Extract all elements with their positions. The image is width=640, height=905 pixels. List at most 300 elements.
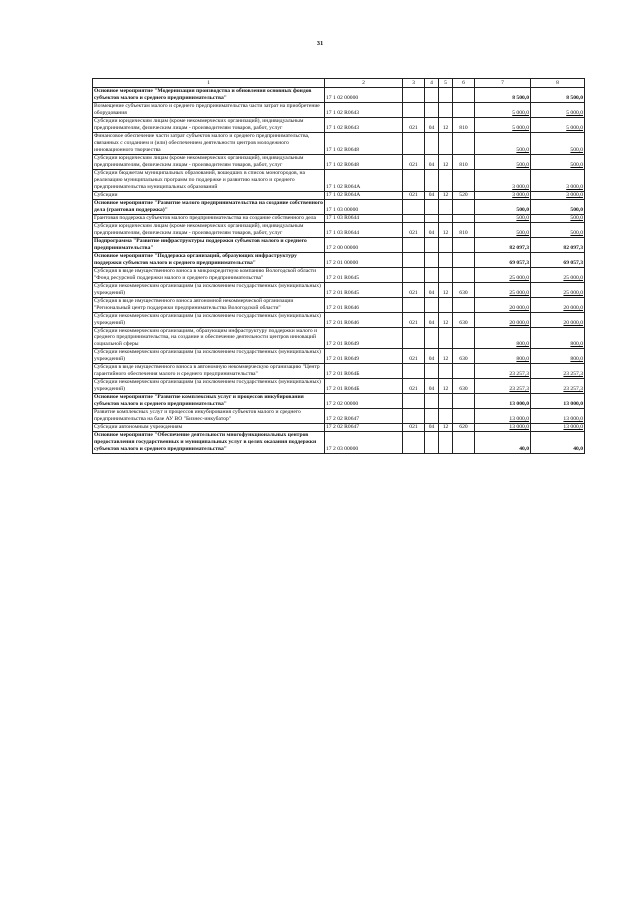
table-row: [93, 214, 585, 222]
row-amount-col7: [475, 432, 531, 454]
row-name: [93, 297, 325, 312]
row-expense-type-code: [453, 199, 475, 214]
row-name-text: Субсидии некоммерческим организациям (за исключением государственных (муниципальных) учреждений): [94, 349, 321, 363]
row-section-code: [425, 117, 439, 132]
row-subsection-code: [439, 191, 453, 199]
row-amount-col8: [531, 132, 585, 154]
row-section-code: [425, 199, 439, 214]
row-amount-col8-text: 23 257,3: [563, 371, 583, 378]
row-name-text: Субсидия в виде имущественного взноса автономной некоммерческой организации "Региональный центр поддержки предпринимательства Вологодской области": [94, 297, 294, 311]
row-name-text: Субсидия в виде имущественного взноса в автономную некоммерческую организацию "Центр гарантийного обеспечения малого и среднего предпринимательства": [94, 364, 320, 378]
row-section-code: [425, 349, 439, 364]
row-name-text: Субсидии юридическим лицам (кроме некоммерческих организаций), индивидуальным предпринимателям, физическим лицам - производителям товаров, работ, услуг: [94, 117, 304, 131]
row-section-code: [425, 169, 439, 191]
row-amount-col7-text: 13 000,0: [509, 416, 529, 423]
table-row: [93, 409, 585, 424]
row-section-code: [425, 102, 439, 117]
row-ministry-code-text: 021: [409, 161, 418, 168]
row-amount-col7: [475, 282, 531, 297]
row-amount-col7-text: 5 000,0: [512, 124, 529, 131]
row-amount-col8: [531, 169, 585, 191]
row-name: [93, 312, 325, 327]
row-amount-col7: [475, 364, 531, 379]
row-name-text: Субсидии юридическим лицам (кроме некоммерческих организаций), индивидуальным предпринимателям, физическим лицам - производителям товаров, работ, услуг: [94, 222, 304, 236]
row-subsection-code: [439, 424, 453, 432]
table-row: [93, 327, 585, 349]
row-target-code: [325, 132, 403, 154]
row-ministry-code-text: 021: [409, 229, 418, 236]
row-name-text: Развитие комплексных услуг и процессов инкубирования субъектов малого и среднего предпринимательства на базе АУ ВО "Бизнес-инкубатор": [94, 409, 301, 423]
table-row: [93, 267, 585, 282]
row-amount-col7: [475, 424, 531, 432]
page-number: 31: [316, 40, 324, 47]
row-name: [93, 102, 325, 117]
row-ministry-code: [403, 327, 425, 349]
header-col-7: 7: [475, 79, 531, 88]
row-name: [93, 252, 325, 267]
row-amount-col7-text: 500,0: [516, 229, 529, 236]
row-amount-col8-text: 40,0: [573, 446, 583, 453]
table-row: [93, 169, 585, 191]
row-ministry-code: [403, 394, 425, 409]
row-target-code: [325, 432, 403, 454]
row-section-code: [425, 364, 439, 379]
row-amount-col7: [475, 132, 531, 154]
row-amount-col8-text: 13 000,0: [563, 401, 583, 408]
row-target-code-text: 17 1 03 R0644: [326, 214, 360, 221]
row-amount-col8: [531, 154, 585, 169]
row-subsection-code: [439, 117, 453, 132]
row-subsection-code-text: 12: [442, 356, 449, 363]
row-amount-col8: [531, 394, 585, 409]
row-expense-type-code: [453, 364, 475, 379]
row-amount-col8-text: 69 057,3: [563, 259, 583, 266]
row-ministry-code: [403, 88, 425, 103]
row-name-text: Основное мероприятие "Развитие малого предпринимательства на создание собственного дела (грантовая поддержка)": [94, 199, 323, 213]
row-amount-col7: [475, 214, 531, 222]
row-expense-type-code: [453, 424, 475, 432]
row-subsection-code: [439, 379, 453, 394]
row-amount-col8: [531, 252, 585, 267]
row-name-text: Грантовая поддержка субъектов малого предпринимательства на создание собственного дела: [94, 214, 317, 221]
row-target-code-text: 17 2 02 R0647: [326, 416, 360, 423]
table-row: [93, 117, 585, 132]
row-target-code-text: 17 2 01 00000: [326, 259, 359, 266]
row-subsection-code: [439, 222, 453, 237]
row-section-code: [425, 432, 439, 454]
table-row: [93, 252, 585, 267]
row-section-code-text: 04: [428, 386, 435, 393]
row-section-code-text: 04: [428, 124, 435, 131]
row-ministry-code: [403, 252, 425, 267]
row-expense-type-code: [453, 297, 475, 312]
row-section-code: [425, 252, 439, 267]
row-expense-type-code: [453, 327, 475, 349]
row-section-code: [425, 191, 439, 199]
row-ministry-code-text: 021: [409, 319, 418, 326]
row-target-code: [325, 154, 403, 169]
row-target-code-text: 17 1 02 R064А: [326, 191, 361, 198]
row-ministry-code: [403, 349, 425, 364]
row-amount-col7: [475, 154, 531, 169]
row-target-code-text: 17 2 01 R0646: [326, 304, 360, 311]
row-expense-type-code-text: 810: [459, 229, 468, 236]
row-target-code: [325, 102, 403, 117]
row-ministry-code: [403, 432, 425, 454]
row-section-code-text: 04: [428, 161, 435, 168]
row-target-code: [325, 267, 403, 282]
row-expense-type-code: [453, 267, 475, 282]
row-ministry-code: [403, 267, 425, 282]
row-amount-col8-text: 82 097,3: [563, 244, 583, 251]
table-row: [93, 222, 585, 237]
row-amount-col8: [531, 409, 585, 424]
row-amount-col8-text: 3 000,0: [566, 191, 583, 198]
row-amount-col8-text: 25 000,0: [563, 289, 583, 296]
row-target-code-text: 17 2 00 00000: [326, 244, 359, 251]
row-name-text: Субсидии некоммерческим организациям (за исключением государственных (муниципальных) учреждений): [94, 379, 321, 393]
row-amount-col7: [475, 409, 531, 424]
row-expense-type-code-text: 620: [459, 424, 468, 431]
row-name-text: Возмещение субъектам малого и среднего предпринимательства части затрат на приобретение оборудования: [94, 102, 320, 116]
row-target-code-text: 17 2 01 R0649: [326, 341, 360, 348]
table-row: [93, 237, 585, 252]
table-row: [93, 199, 585, 214]
row-amount-col7-text: 3 000,0: [512, 191, 529, 198]
row-amount-col8: [531, 117, 585, 132]
row-subsection-code: [439, 132, 453, 154]
row-section-code-text: 04: [428, 289, 435, 296]
row-amount-col7-text: 25 000,0: [509, 274, 529, 281]
row-amount-col7-text: 23 257,3: [509, 371, 529, 378]
row-target-code-text: 17 2 01 R064Б: [326, 386, 360, 393]
row-expense-type-code: [453, 252, 475, 267]
row-target-code: [325, 297, 403, 312]
row-name-text: Основное мероприятие "Развитие комплексных услуг и процессов инкубирования субъектов малого и среднего предпринимательства": [94, 394, 304, 408]
table-row: [93, 154, 585, 169]
row-name: [93, 424, 325, 432]
row-expense-type-code-text: 520: [459, 191, 468, 198]
row-ministry-code: [403, 154, 425, 169]
row-amount-col7: [475, 222, 531, 237]
row-target-code-text: 17 1 03 R0644: [326, 229, 360, 236]
row-section-code: [425, 132, 439, 154]
row-amount-col7-text: 500,0: [516, 146, 529, 153]
row-amount-col8: [531, 199, 585, 214]
row-amount-col7-text: 500,0: [516, 214, 529, 221]
header-col-4: 4: [425, 79, 439, 88]
row-ministry-code-text: 021: [409, 356, 418, 363]
row-amount-col7: [475, 191, 531, 199]
row-amount-col7-text: 800,0: [516, 356, 529, 363]
row-amount-col8: [531, 432, 585, 454]
header-col-6: 6: [453, 79, 475, 88]
row-section-code: [425, 282, 439, 297]
row-target-code: [325, 424, 403, 432]
row-expense-type-code-text: 810: [459, 161, 468, 168]
row-target-code-text: 17 2 03 00000: [326, 446, 359, 453]
row-name: [93, 132, 325, 154]
row-expense-type-code: [453, 394, 475, 409]
row-expense-type-code-text: 630: [459, 386, 468, 393]
row-ministry-code-text: 021: [409, 424, 418, 431]
row-amount-col7: [475, 199, 531, 214]
row-amount-col7: [475, 102, 531, 117]
row-expense-type-code: [453, 222, 475, 237]
row-expense-type-code: [453, 88, 475, 103]
row-name-text: Подпрограмма "Развитие инфраструктуры поддержки субъектов малого и среднего предпринимательства": [94, 237, 307, 251]
row-section-code-text: 04: [428, 356, 435, 363]
row-subsection-code: [439, 237, 453, 252]
row-subsection-code-text: 12: [442, 386, 449, 393]
row-amount-col7-text: 69 057,3: [509, 259, 529, 266]
row-name: [93, 222, 325, 237]
header-col-8: 8: [531, 79, 585, 88]
row-name: [93, 117, 325, 132]
row-amount-col7-text: 800,0: [516, 341, 529, 348]
budget-table: [92, 78, 585, 454]
row-ministry-code: [403, 199, 425, 214]
row-expense-type-code: [453, 409, 475, 424]
row-target-code-text: 17 2 01 R064Б: [326, 371, 360, 378]
row-ministry-code-text: 021: [409, 289, 418, 296]
row-amount-col7-text: 20 000,0: [509, 304, 529, 311]
row-target-code: [325, 169, 403, 191]
row-amount-col8-text: 3 000,0: [566, 183, 583, 190]
table-row: [93, 88, 585, 103]
row-ministry-code-text: 021: [409, 386, 418, 393]
row-target-code: [325, 409, 403, 424]
row-amount-col8: [531, 349, 585, 364]
row-name: [93, 214, 325, 222]
row-expense-type-code-text: 630: [459, 356, 468, 363]
row-name: [93, 169, 325, 191]
row-name: [93, 394, 325, 409]
row-name-text: Основное мероприятие "Обеспечение деятельности многофункциональных центров предоставления государственных и муниципальных услуг в целях оказания поддержки субъектов малого и среднего предпринимательства": [94, 432, 317, 453]
row-subsection-code: [439, 394, 453, 409]
row-expense-type-code-text: 630: [459, 319, 468, 326]
row-section-code: [425, 222, 439, 237]
row-amount-col7-text: 500,0: [516, 161, 529, 168]
row-target-code: [325, 88, 403, 103]
row-target-code-text: 17 1 02 R0648: [326, 146, 360, 153]
row-ministry-code: [403, 102, 425, 117]
row-amount-col7: [475, 169, 531, 191]
row-amount-col7-text: 8 500,0: [512, 94, 529, 101]
header-col-3: 3: [403, 79, 425, 88]
row-name-text: Субсидии: [94, 191, 118, 198]
row-amount-col8: [531, 237, 585, 252]
row-target-code-text: 17 1 02 R0643: [326, 124, 360, 131]
row-amount-col8-text: 500,0: [570, 161, 583, 168]
row-target-code: [325, 222, 403, 237]
row-section-code: [425, 214, 439, 222]
row-amount-col8-text: 5 000,0: [566, 109, 583, 116]
header-col-5: 5: [439, 79, 453, 88]
row-expense-type-code: [453, 312, 475, 327]
row-name: [93, 199, 325, 214]
row-name: [93, 364, 325, 379]
table-row: [93, 394, 585, 409]
row-amount-col8-text: 800,0: [570, 341, 583, 348]
row-amount-col8: [531, 312, 585, 327]
row-amount-col8-text: 800,0: [570, 356, 583, 363]
row-amount-col7-text: 13 000,0: [509, 401, 529, 408]
row-subsection-code: [439, 364, 453, 379]
row-expense-type-code: [453, 132, 475, 154]
row-target-code: [325, 364, 403, 379]
row-name: [93, 154, 325, 169]
row-amount-col7: [475, 297, 531, 312]
row-subsection-code: [439, 432, 453, 454]
table-row: [93, 432, 585, 454]
row-name: [93, 349, 325, 364]
row-amount-col7: [475, 312, 531, 327]
row-ministry-code: [403, 237, 425, 252]
row-target-code: [325, 379, 403, 394]
row-target-code: [325, 312, 403, 327]
row-name-text: Субсидии бюджетам муниципальных образований, вошедших в список моногородов, на реализацию муниципальных программ по поддержке и развитию малого и среднего предпринимательства муниципальных образований: [94, 169, 305, 190]
row-amount-col7: [475, 349, 531, 364]
row-target-code-text: 17 1 02 00000: [326, 94, 359, 101]
row-target-code-text: 17 1 02 R0643: [326, 109, 360, 116]
row-subsection-code: [439, 267, 453, 282]
row-amount-col8-text: 5 000,0: [566, 124, 583, 131]
row-target-code-text: 17 2 01 R0649: [326, 356, 360, 363]
row-subsection-code-text: 12: [442, 124, 449, 131]
row-amount-col8-text: 20 000,0: [563, 319, 583, 326]
row-subsection-code: [439, 154, 453, 169]
row-ministry-code: [403, 379, 425, 394]
row-subsection-code: [439, 252, 453, 267]
row-ministry-code-text: 021: [409, 124, 418, 131]
row-subsection-code-text: 12: [442, 161, 449, 168]
row-name-text: Субсидии некоммерческим организациям, образующим инфраструктуру поддержки малого и среднего предпринимательства, на создание и обеспечение деятельности центров инноваций социальной сферы: [94, 327, 318, 348]
row-target-code: [325, 237, 403, 252]
row-name: [93, 432, 325, 454]
row-amount-col8-text: 13 000,0: [563, 424, 583, 431]
table-row: [93, 364, 585, 379]
table-row: [93, 297, 585, 312]
row-amount-col7-text: 500,0: [516, 206, 529, 213]
row-name: [93, 282, 325, 297]
row-name: [93, 267, 325, 282]
row-expense-type-code: [453, 154, 475, 169]
row-amount-col7: [475, 394, 531, 409]
row-name-text: Финансовое обеспечение части затрат субъектов малого и среднего предпринимательства, связанных с созданием и (или) обеспечением деятельности центров молодежного инновационного творчества: [94, 132, 310, 153]
row-name-text: Субсидии юридическим лицам (кроме некоммерческих организаций), индивидуальным предпринимателям, физическим лицам - производителям товаров, работ, услуг: [94, 154, 304, 168]
row-name-text: Субсидия в виде имущественного взноса в микрокредитную компанию Вологодской области "Фонд ресурсной поддержки малого и среднего предпринимательства": [94, 267, 317, 281]
row-ministry-code: [403, 364, 425, 379]
row-subsection-code-text: 12: [442, 289, 449, 296]
row-subsection-code: [439, 169, 453, 191]
row-ministry-code: [403, 297, 425, 312]
row-target-code-text: 17 1 02 R064А: [326, 183, 361, 190]
row-ministry-code: [403, 117, 425, 132]
row-amount-col7: [475, 327, 531, 349]
row-expense-type-code-text: 810: [459, 124, 468, 131]
row-amount-col8: [531, 282, 585, 297]
row-amount-col8: [531, 214, 585, 222]
row-amount-col8: [531, 102, 585, 117]
row-section-code: [425, 237, 439, 252]
row-name: [93, 379, 325, 394]
header-col-2: 2: [325, 79, 403, 88]
row-expense-type-code: [453, 191, 475, 199]
table-row: [93, 132, 585, 154]
row-expense-type-code: [453, 237, 475, 252]
row-target-code-text: 17 1 03 00000: [326, 206, 359, 213]
table-row: [93, 349, 585, 364]
row-subsection-code-text: 12: [442, 229, 449, 236]
row-section-code: [425, 424, 439, 432]
table-row: [93, 191, 585, 199]
row-section-code: [425, 409, 439, 424]
row-amount-col8: [531, 267, 585, 282]
row-ministry-code-text: 021: [409, 191, 418, 198]
row-amount-col7-text: 40,0: [519, 446, 529, 453]
table-row: [93, 424, 585, 432]
row-section-code-text: 04: [428, 424, 435, 431]
row-amount-col7: [475, 379, 531, 394]
row-ministry-code: [403, 169, 425, 191]
row-amount-col8-text: 13 000,0: [563, 416, 583, 423]
row-name: [93, 237, 325, 252]
row-name: [93, 191, 325, 199]
row-amount-col7: [475, 88, 531, 103]
row-section-code: [425, 297, 439, 312]
row-section-code: [425, 312, 439, 327]
row-subsection-code-text: 12: [442, 424, 449, 431]
row-subsection-code: [439, 282, 453, 297]
row-expense-type-code-text: 630: [459, 289, 468, 296]
row-amount-col7: [475, 267, 531, 282]
row-amount-col7-text: 82 097,3: [509, 244, 529, 251]
table-row: [93, 102, 585, 117]
row-section-code: [425, 379, 439, 394]
header-col-1: 1: [93, 79, 325, 88]
row-subsection-code: [439, 349, 453, 364]
row-ministry-code: [403, 312, 425, 327]
row-ministry-code: [403, 132, 425, 154]
row-section-code: [425, 88, 439, 103]
row-amount-col8: [531, 222, 585, 237]
row-subsection-code: [439, 214, 453, 222]
row-expense-type-code: [453, 169, 475, 191]
row-expense-type-code: [453, 102, 475, 117]
row-amount-col8-text: 8 500,0: [566, 94, 583, 101]
row-target-code: [325, 199, 403, 214]
table-row: [93, 312, 585, 327]
row-amount-col8: [531, 191, 585, 199]
row-subsection-code-text: 12: [442, 191, 449, 198]
row-amount-col8-text: 25 000,0: [563, 274, 583, 281]
row-subsection-code: [439, 312, 453, 327]
row-amount-col8-text: 23 257,3: [563, 386, 583, 393]
row-subsection-code: [439, 409, 453, 424]
row-ministry-code: [403, 282, 425, 297]
row-amount-col8: [531, 379, 585, 394]
row-target-code-text: 17 2 02 R0647: [326, 424, 360, 431]
table-row: [93, 282, 585, 297]
row-amount-col8-text: 500,0: [570, 229, 583, 236]
row-amount-col8: [531, 88, 585, 103]
row-target-code: [325, 117, 403, 132]
row-target-code: [325, 327, 403, 349]
row-section-code: [425, 267, 439, 282]
row-expense-type-code: [453, 117, 475, 132]
row-amount-col7: [475, 117, 531, 132]
